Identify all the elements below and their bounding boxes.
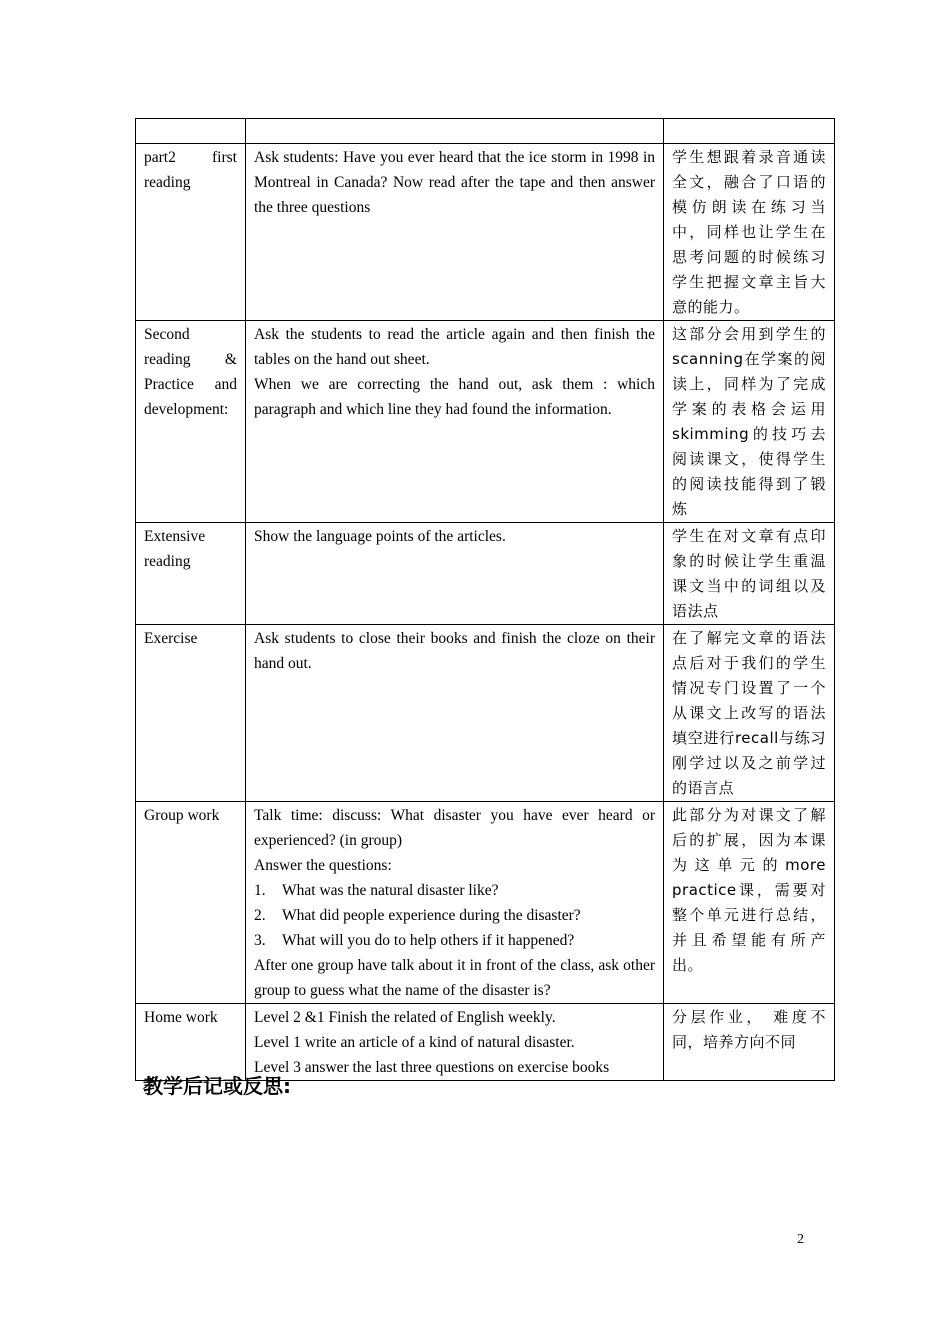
purpose-cell: 在了解完文章的语法点后对于我们的学生情况专门设置了一个从课文上改写的语法填空进行recall与练习刚学过以及之前学过的语言点 bbox=[664, 625, 835, 802]
activity-cell bbox=[246, 119, 664, 144]
activity-cell bbox=[246, 802, 664, 1004]
activity-text: Answer the questions: bbox=[254, 857, 392, 874]
activity-cell bbox=[246, 523, 664, 625]
stage-line: part2 first bbox=[144, 149, 237, 166]
activity-text: Ask students: Have you ever heard that the ice storm in 1998 in Montreal in Canada? Now read after the tape and then answer the three questions bbox=[254, 149, 655, 216]
page-number: 2 bbox=[797, 1232, 804, 1247]
activity-cell bbox=[246, 144, 664, 321]
list-number: 3. bbox=[254, 932, 266, 949]
stage-line: reading bbox=[144, 553, 191, 570]
stage-cell bbox=[136, 1004, 246, 1081]
reflection-heading: 教学后记或反思: bbox=[143, 1074, 291, 1098]
stage-line: Home work bbox=[144, 1009, 218, 1026]
table-row bbox=[136, 625, 835, 802]
activity-text: Level 1 write an article of a kind of natural disaster. bbox=[254, 1034, 575, 1051]
stage-line: Practice and bbox=[144, 376, 237, 393]
purpose-cell: 分层作业， 难度不同，培养方向不同 bbox=[664, 1004, 835, 1081]
list-number: 1. bbox=[254, 882, 266, 899]
activity-text: Show the language points of the articles. bbox=[254, 528, 506, 545]
activity-text: After one group have talk about it in front of the class, ask other group to guess what the name of the disaster is? bbox=[254, 957, 655, 999]
stage-line: reading bbox=[144, 174, 191, 191]
question-text: What will you do to help others if it happened? bbox=[282, 932, 575, 949]
stage-line: Second bbox=[144, 326, 190, 343]
stage-line: Exercise bbox=[144, 630, 198, 647]
question-list bbox=[254, 878, 655, 953]
table-row bbox=[136, 802, 835, 1004]
table-row bbox=[136, 321, 835, 523]
list-item bbox=[254, 928, 655, 953]
purpose-cell: 学生在对文章有点印象的时候让学生重温课文当中的词组以及语法点 bbox=[664, 523, 835, 625]
stage-line: Extensive bbox=[144, 528, 206, 545]
stage-line: reading & bbox=[144, 351, 237, 368]
stage-cell bbox=[136, 321, 246, 523]
purpose-cell: 这部分会用到学生的scanning在学案的阅读上，同样为了完成学案的表格会运用skimming的技巧去阅读课文，使得学生的阅读技能得到了锻炼 bbox=[664, 321, 835, 523]
purpose-cell: 此部分为对课文了解后的扩展，因为本课为这单元的more practice课，需要对整个单元进行总结，并且希望能有所产出。 bbox=[664, 802, 835, 1004]
table-row-empty bbox=[136, 119, 835, 144]
activity-text: Talk time: discuss: What disaster you have ever heard or experienced? (in group) bbox=[254, 807, 655, 849]
purpose-cell bbox=[664, 119, 835, 144]
table-row bbox=[136, 523, 835, 625]
stage-cell bbox=[136, 802, 246, 1004]
list-item bbox=[254, 903, 655, 928]
purpose-cell: 学生想跟着录音通读全文，融合了口语的模仿朗读在练习当中，同样也让学生在思考问题的时候练习学生把握文章主旨大意的能力。 bbox=[664, 144, 835, 321]
activity-text: When we are correcting the hand out, ask them : which paragraph and which line they had found the information. bbox=[254, 376, 655, 418]
stage-cell bbox=[136, 523, 246, 625]
stage-cell bbox=[136, 119, 246, 144]
question-text: What did people experience during the disaster? bbox=[282, 907, 581, 924]
list-item bbox=[254, 878, 655, 903]
activity-cell bbox=[246, 321, 664, 523]
activity-text: Ask students to close their books and finish the cloze on their hand out. bbox=[254, 630, 655, 672]
activity-cell bbox=[246, 625, 664, 802]
activity-text: Ask the students to read the article again and then finish the tables on the hand out sheet. bbox=[254, 326, 655, 368]
stage-line: Group work bbox=[144, 807, 220, 824]
activity-text: Level 2 &1 Finish the related of English weekly. bbox=[254, 1009, 556, 1026]
list-number: 2. bbox=[254, 907, 266, 924]
activity-text: Level 3 answer the last three questions on exercise books bbox=[254, 1059, 610, 1076]
stage-line: development: bbox=[144, 401, 229, 418]
table-row bbox=[136, 144, 835, 321]
stage-cell bbox=[136, 625, 246, 802]
table-row bbox=[136, 1004, 835, 1081]
lesson-plan-table bbox=[135, 118, 835, 1081]
activity-cell bbox=[246, 1004, 664, 1081]
stage-cell bbox=[136, 144, 246, 321]
question-text: What was the natural disaster like? bbox=[282, 882, 499, 899]
